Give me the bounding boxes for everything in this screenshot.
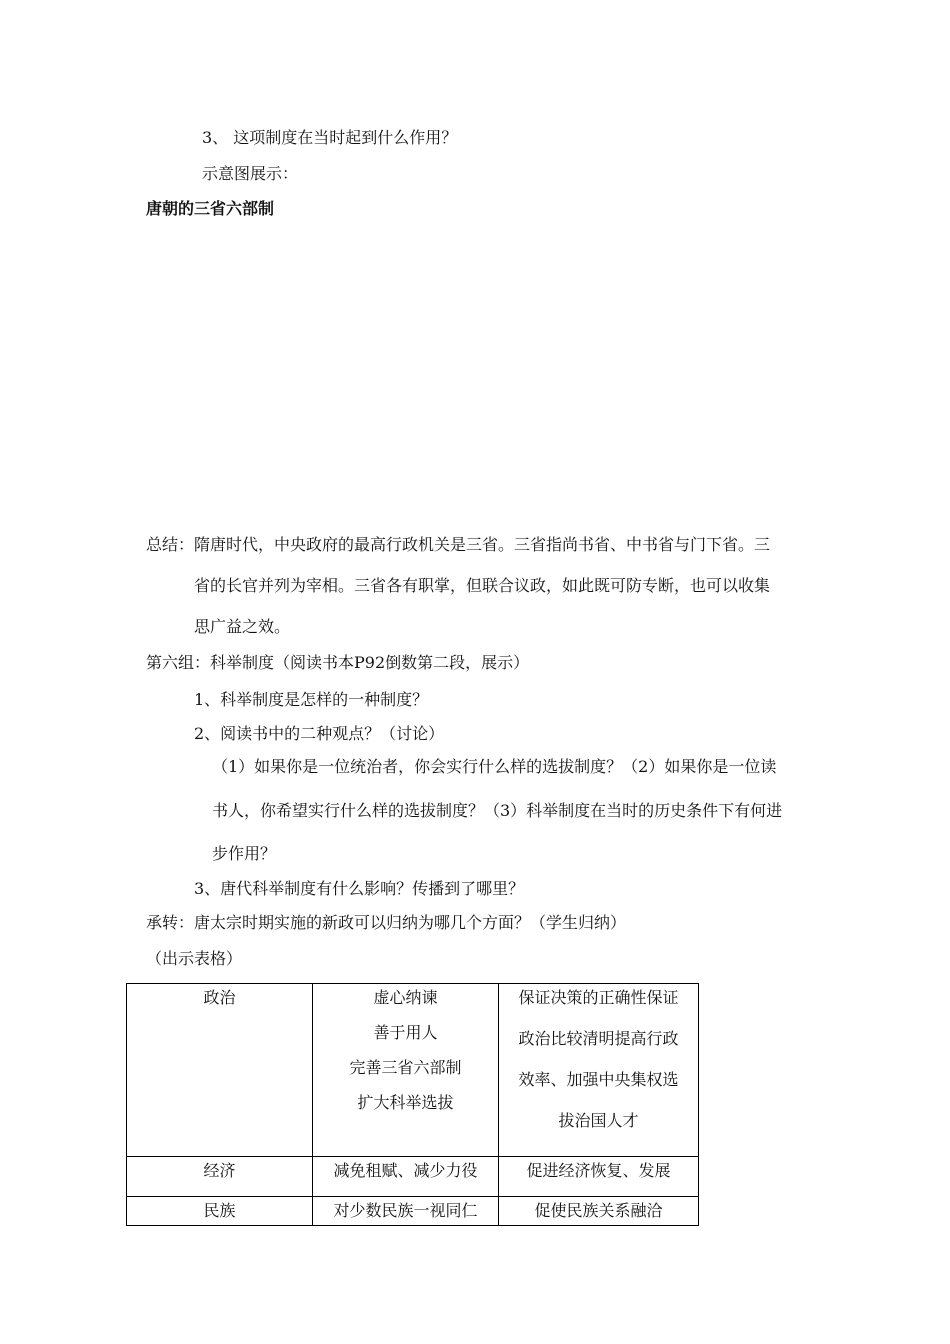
question-3: 3、 这项制度在当时起到什么作用？ bbox=[202, 128, 458, 147]
show-table-note: （出示表格） bbox=[146, 949, 243, 968]
diagram-intro: 示意图展示： bbox=[202, 164, 299, 183]
effects-cell bbox=[499, 984, 699, 1157]
area-label: 经济 bbox=[203, 1161, 236, 1180]
effect-line: 促进经济恢复、发展 bbox=[526, 1161, 671, 1180]
effect-line: 拔治国人才 bbox=[558, 1111, 639, 1130]
group6-question-1: 1、科举制度是怎样的一种制度？ bbox=[194, 690, 429, 709]
transition-text: 承转：唐太宗时期实施的新政可以归纳为哪几个方面？（学生归纳） bbox=[146, 913, 627, 932]
area-cell bbox=[127, 1157, 313, 1197]
area-label: 民族 bbox=[203, 1201, 236, 1220]
effect-line: 政治比较清明提高行政 bbox=[518, 1029, 679, 1048]
group6-question-2: 2、阅读书中的二种观点？（讨论） bbox=[194, 724, 445, 743]
measures-cell bbox=[313, 1157, 499, 1197]
area-cell bbox=[127, 984, 313, 1157]
diagram-title: 唐朝的三省六部制 bbox=[146, 199, 275, 218]
measures-cell bbox=[313, 984, 499, 1157]
policy-table bbox=[126, 983, 699, 1226]
measures-cell bbox=[313, 1197, 499, 1226]
effect-line: 效率、加强中央集权选 bbox=[518, 1070, 679, 1089]
group6-sub-line-3: 步作用？ bbox=[212, 844, 277, 863]
effect-line: 促使民族关系融洽 bbox=[534, 1201, 663, 1220]
effects-cell bbox=[499, 1197, 699, 1226]
summary-line-1: 总结：隋唐时代，中央政府的最高行政机关是三省。三省指尚书省、中书省与门下省。三 bbox=[146, 535, 771, 554]
summary-line-2: 省的长官并列为宰相。三省各有职掌，但联合议政，如此既可防专断，也可以收集 bbox=[194, 576, 771, 595]
table-row bbox=[127, 984, 699, 1157]
summary-line-3: 思广益之效。 bbox=[194, 617, 291, 636]
measure-item: 对少数民族一视同仁 bbox=[333, 1201, 478, 1220]
area-label: 政治 bbox=[203, 988, 236, 1007]
group6-sub-line-1: （1）如果你是一位统治者，你会实行什么样的选拔制度？（2）如果你是一位读 bbox=[212, 757, 777, 776]
measure-item: 完善三省六部制 bbox=[349, 1058, 462, 1077]
area-cell bbox=[127, 1197, 313, 1226]
group6-question-3: 3、唐代科举制度有什么影响？传播到了哪里？ bbox=[194, 879, 525, 898]
effects-cell bbox=[499, 1157, 699, 1197]
measure-item: 减免租赋、减少力役 bbox=[333, 1161, 478, 1180]
measure-item: 虚心纳谏 bbox=[373, 988, 438, 1007]
measure-item: 善于用人 bbox=[373, 1023, 438, 1042]
group6-heading: 第六组：科举制度（阅读书本P92倒数第二段，展示） bbox=[146, 653, 530, 672]
measure-item: 扩大科举选拔 bbox=[357, 1093, 454, 1112]
table-row bbox=[127, 1157, 699, 1197]
table-row bbox=[127, 1197, 699, 1226]
effect-line: 保证决策的正确性保证 bbox=[518, 988, 679, 1007]
group6-sub-line-2: 书人，你希望实行什么样的选拔制度？（3）科举制度在当时的历史条件下有何进 bbox=[212, 801, 783, 820]
